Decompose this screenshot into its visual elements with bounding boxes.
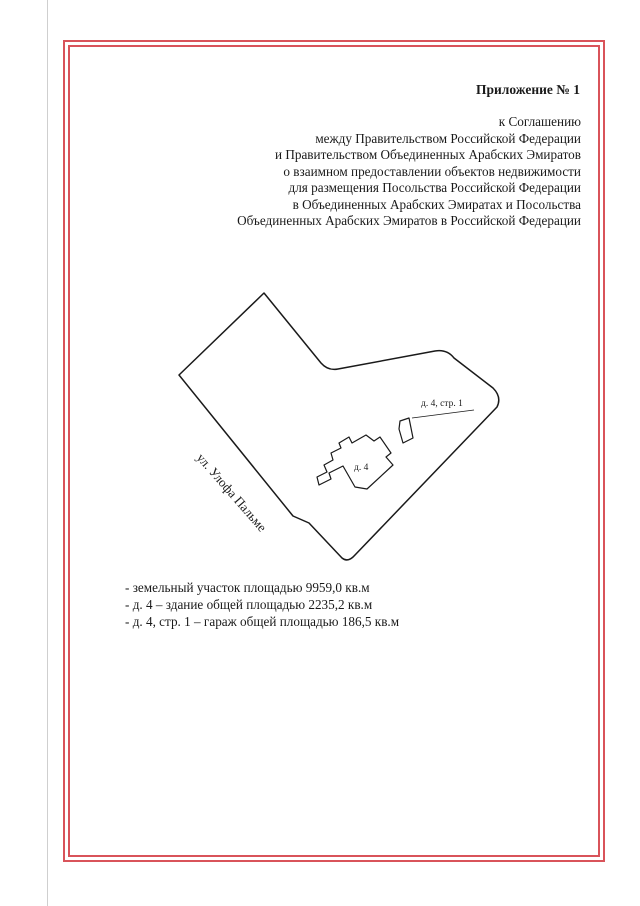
site-plan — [150, 280, 530, 580]
subtitle-line: в Объединенных Арабских Эмиратах и Посольства — [292, 196, 581, 212]
subtitle-line: Объединенных Арабских Эмиратов в Российской Федерации — [237, 213, 581, 228]
subtitle-line: о взаимном предоставлении объектов недвижимости — [283, 163, 581, 179]
land-plot-outline — [179, 293, 499, 560]
subtitle-line: для размещения Посольства Российской Федерации — [288, 180, 581, 195]
garage-label: д. 4, стр. 1 — [421, 399, 463, 409]
street-label: ул. Улофа Пальме — [193, 450, 270, 535]
legend-item-building: - д. 4 – здание общей площадью 2235,2 кв.м — [125, 597, 373, 612]
area-legend — [125, 579, 399, 630]
scan-edge-line — [47, 0, 48, 906]
agreement-subtitle — [237, 114, 581, 230]
appendix-title: Приложение № 1 — [476, 82, 580, 97]
building-outline — [317, 435, 393, 489]
subtitle-line: к Соглашению — [498, 114, 581, 129]
building-label: д. 4 — [354, 463, 369, 473]
garage-outline — [399, 418, 413, 443]
garage-leader-line — [412, 410, 474, 418]
site-plan-drawing — [150, 280, 530, 580]
legend-item-garage: - д. 4, стр. 1 – гараж общей площадью 186,5 кв.м — [125, 614, 400, 629]
subtitle-line: и Правительством Объединенных Арабских Эмиратов — [274, 147, 581, 162]
legend-item-land: - земельный участок площадью 9959,0 кв.м — [125, 580, 370, 595]
subtitle-line: между Правительством Российской Федерации — [315, 130, 581, 146]
